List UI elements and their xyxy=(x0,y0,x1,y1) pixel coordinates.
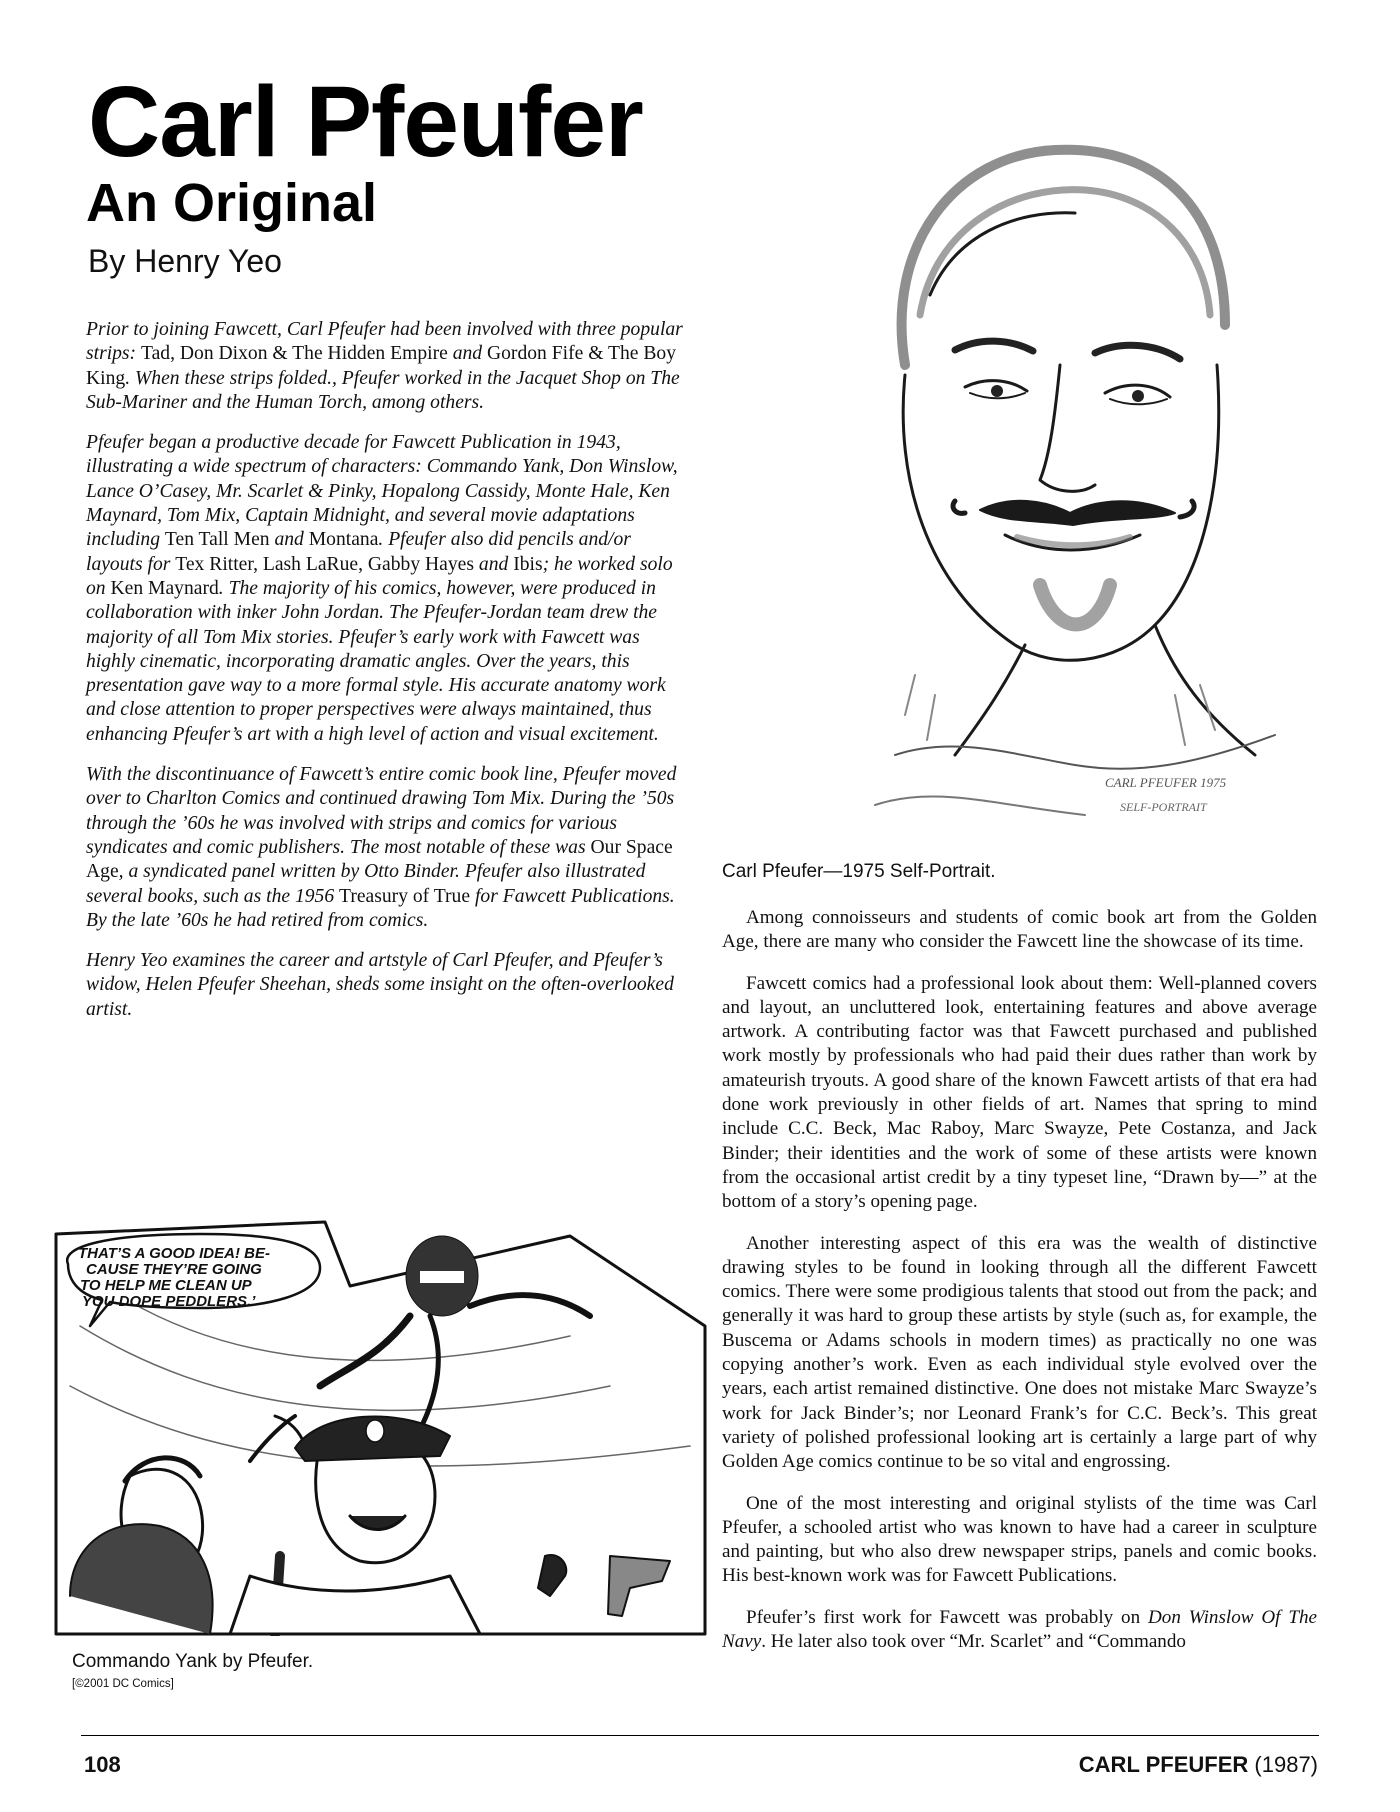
byline: By Henry Yeo xyxy=(88,243,282,279)
footer-rule xyxy=(81,1735,1319,1736)
body-paragraph: One of the most interesting and original stylists of the time was Carl Pfeufer, a schooled artist who was known to have had a career in sculpture and painting, but who also drew newspaper strips, panels and comic books. His best-known work was for Fawcett Publications. xyxy=(722,1492,1317,1587)
article-title: Carl Pfeufer xyxy=(88,66,643,178)
balloon-line: THAT’S A GOOD IDEA! BE- xyxy=(78,1245,270,1262)
body-paragraph: Among connoisseurs and students of comic book art from the Golden Age, there are many who consider the Fawcett line the showcase of its time. xyxy=(722,907,1317,953)
balloon-line: YOU DOPE PEDDLERS.’ xyxy=(82,1293,256,1310)
portrait-signature-sub: SELF-PORTRAIT xyxy=(1120,800,1207,814)
panel-caption: Commando Yank by Pfeufer. xyxy=(72,1651,314,1672)
body-paragraph: Pfeufer’s first work for Fawcett was probably on Don Winslow Of The Navy. He later also took over “Mr. Scarlet” and “Commando xyxy=(722,1606,1317,1653)
intro-paragraph: With the discontinuance of Fawcett’s entire comic book line, Pfeufer moved over to Charlton Comics and continued drawing Tom Mix. During the ’50s through the ’60s he was involved with strips and comics for various syndicates and comic publishers. The most notable of these was Our Space Age, a syndicated panel written by Otto Binder. Pfeufer also illustrated several books, such as the 1956 Treasury of True for Fawcett Publications. By the late ’60s he had retired from comics. xyxy=(86,764,677,931)
article-subtitle: An Original xyxy=(86,173,378,233)
body-paragraph: Another interesting aspect of this era was the wealth of distinctive drawing styles to be found in looking through all the different Fawcett comics. There were some prodigious talents that stood out from the pack; and generally it was hard to group these artists by style (such as, for example, the Buscema or Adams schools in modern times) as practically no one was copying another’s work. Even as each individual style evolved over the years, each artist remained distinctive. One does not mistake Marc Swayze’s work for Jack Binder’s; nor Leonard Frank’s for C.C. Beck’s. This great variety of polished professional looking art is certainly a large part of why Golden Age comics continue to be so vital and engrossing. xyxy=(722,1232,1317,1473)
portrait-signature: CARL PFEUFER 1975 xyxy=(1105,775,1227,790)
article-body xyxy=(722,906,1317,1671)
intro-paragraph: Henry Yeo examines the career and artstyle of Carl Pfeufer, and Pfeufer’s widow, Helen Pfeufer Sheehan, sheds some insight on the often-overlooked artist. xyxy=(86,950,674,1020)
copyright-credit: [©2001 DC Comics] xyxy=(72,1678,174,1690)
page-number: 108 xyxy=(84,1752,121,1777)
intro-block xyxy=(86,318,684,1038)
intro-paragraph: Prior to joining Fawcett, Carl Pfeufer had been involved with three popular strips: Tad, Don Dixon & The Hidden Empire and Gordon Fife & The Boy King. When these strips folded., Pfeufer worked in the Jacquet Shop on The Sub-Mariner and the Human Torch, among others. xyxy=(86,319,683,413)
intro-paragraph: Pfeufer began a productive decade for Fawcett Publication in 1943, illustrating a wide spectrum of characters: Commando Yank, Don Winslow, Lance O’Casey, Mr. Scarlet & Pinky, Hopalong Cassidy, Monte Hale, Ken Maynard, Tom Mix, Captain Midnight, and several movie adaptations including Ten Tall Men and Montana. Pfeufer also did pencils and/or layouts for Tex Ritter, Lash LaRue, Gabby Hayes and Ibis; he worked solo on Ken Maynard. The majority of his comics, however, were produced in collaboration with inker John Jordan. The Pfeufer-Jordan team drew the majority of all Tom Mix stories. Pfeufer’s early work with Fawcett was highly cinematic, incorporating dramatic angles. Over the years, this presentation gave way to a more formal style. His accurate anatomy work and close attention to proper perspectives were always maintained, thus enhancing Pfeufer’s art with a high level of action and visual excitement. xyxy=(86,432,678,745)
commando-yank-panel xyxy=(50,1216,710,1636)
balloon-line: TO HELP ME CLEAN UP xyxy=(80,1277,252,1294)
balloon-line: CAUSE THEY’RE GOING xyxy=(86,1261,262,1278)
portrait-caption: Carl Pfeufer—1975 Self-Portrait. xyxy=(722,861,996,882)
running-footer: CARL PFEUFER (1987) xyxy=(1078,1752,1318,1777)
body-paragraph: Fawcett comics had a professional look about them: Well-planned covers and layout, an uncluttered look, entertaining features and above average artwork. A contributing factor was that Fawcett purchased and published work mostly by professionals who had paid their dues rather than work by amateurish tryouts. A good share of the known Fawcett artists of that era had done work previously in other fields of art. Names that spring to mind include C.C. Beck, Mac Raboy, Marc Swayze, Pete Costanza, and Jack Binder; their identities and the work of some of these artists were known from the occasional artist credit by a tiny typeset line, “Drawn by—” at the bottom of a story’s opening page. xyxy=(722,972,1317,1213)
self-portrait-illustration xyxy=(755,115,1295,850)
